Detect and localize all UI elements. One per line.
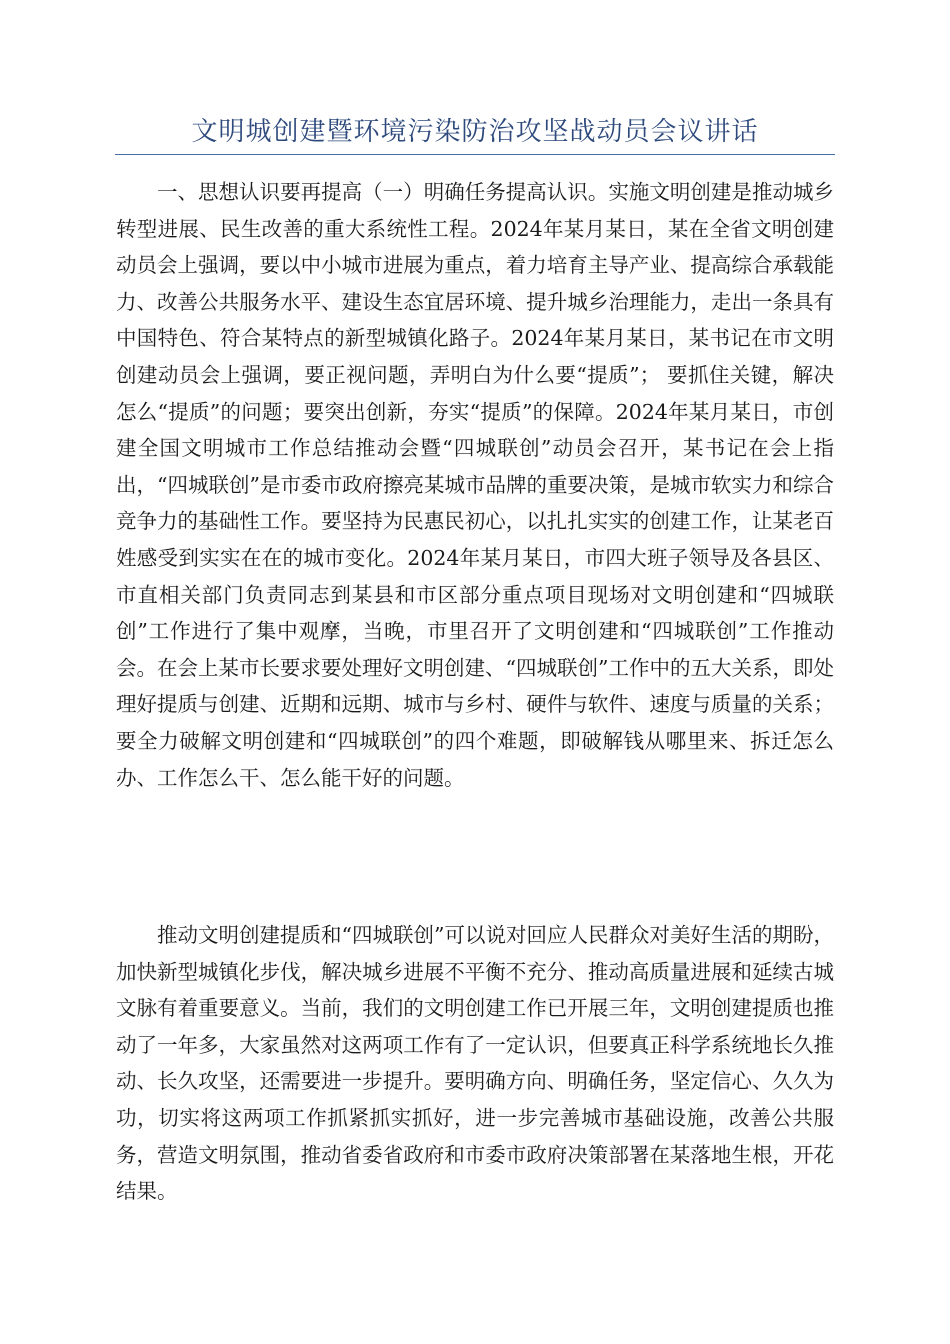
document-title: 文明城创建暨环境污染防治攻坚战动员会议讲话 (191, 117, 759, 147)
body-paragraph-1: 一、思想认识要再提高（一）明确任务提高认识。实施文明创建是推动城乡转型进展、民生改善的重大系统性工程。2024年某月某日，某在全省文明创建动员会上强调，要以中小城市进展为重点，着力培育主导产业、提高综合承载能力、改善公共服务水平、建设生态宜居环境、提升城乡治理能力，走出一条具有中国特色、符合某特点的新型城镇化路子。2024年某月某日，某书记在市文明创建动员会上强调，要正视问题，弄明白为什么要“提质”； 要抓住关键，解决怎么“提质”的问题；要突出创新，夯实“提质”的保障。2024年某月某日，市创建全国文明城市工作总结推动会暨“四城联创”动员会召开，某书记在会上指出，“四城联创”是市委市政府擦亮某城市品牌的重要决策，是城市软实力和综合竞争力的基础性工作。要坚持为民惠民初心，以扎扎实实的创建工作，让某老百姓感受到实实在在的城市变化。2024年某月某日，市四大班子领导及各县区、市直相关部门负责同志到某县和市区部分重点项目现场对文明创建和“四城联创”工作进行了集中观摩，当晚，市里召开了文明创建和“四城联创”工作推动会。在会上某市长要求要处理好文明创建、“四城联创”工作中的五大关系，即处理好提质与创建、近期和远期、城市与乡村、硬件与软件、速度与质量的关系； 要全力破解文明创建和“四城联创”的四个难题，即破解钱从哪里来、拆迁怎么办、工作怎么干、怎么能干好的问题。 (116, 180, 834, 790)
title-underline (115, 154, 835, 155)
body-paragraph-2: 推动文明创建提质和“四城联创”可以说对回应人民群众对美好生活的期盼，加快新型城镇化步伐，解决城乡进展不平衡不充分、推动高质量进展和延续古城文脉有着重要意义。当前，我们的文明创建工作已开展三年，文明创建提质也推动了一年多，大家虽然对这两项工作有了一定认识，但要真正科学系统地长久推动、长久攻坚，还需要进一步提升。要明确方向、明确任务，坚定信心、久久为功，切实将这两项工作抓紧抓实抓好，进一步完善城市基础设施，改善公共服务，营造文明氛围，推动省委省政府和市委市政府决策部署在某落地生根，开花结果。 (116, 923, 834, 1204)
